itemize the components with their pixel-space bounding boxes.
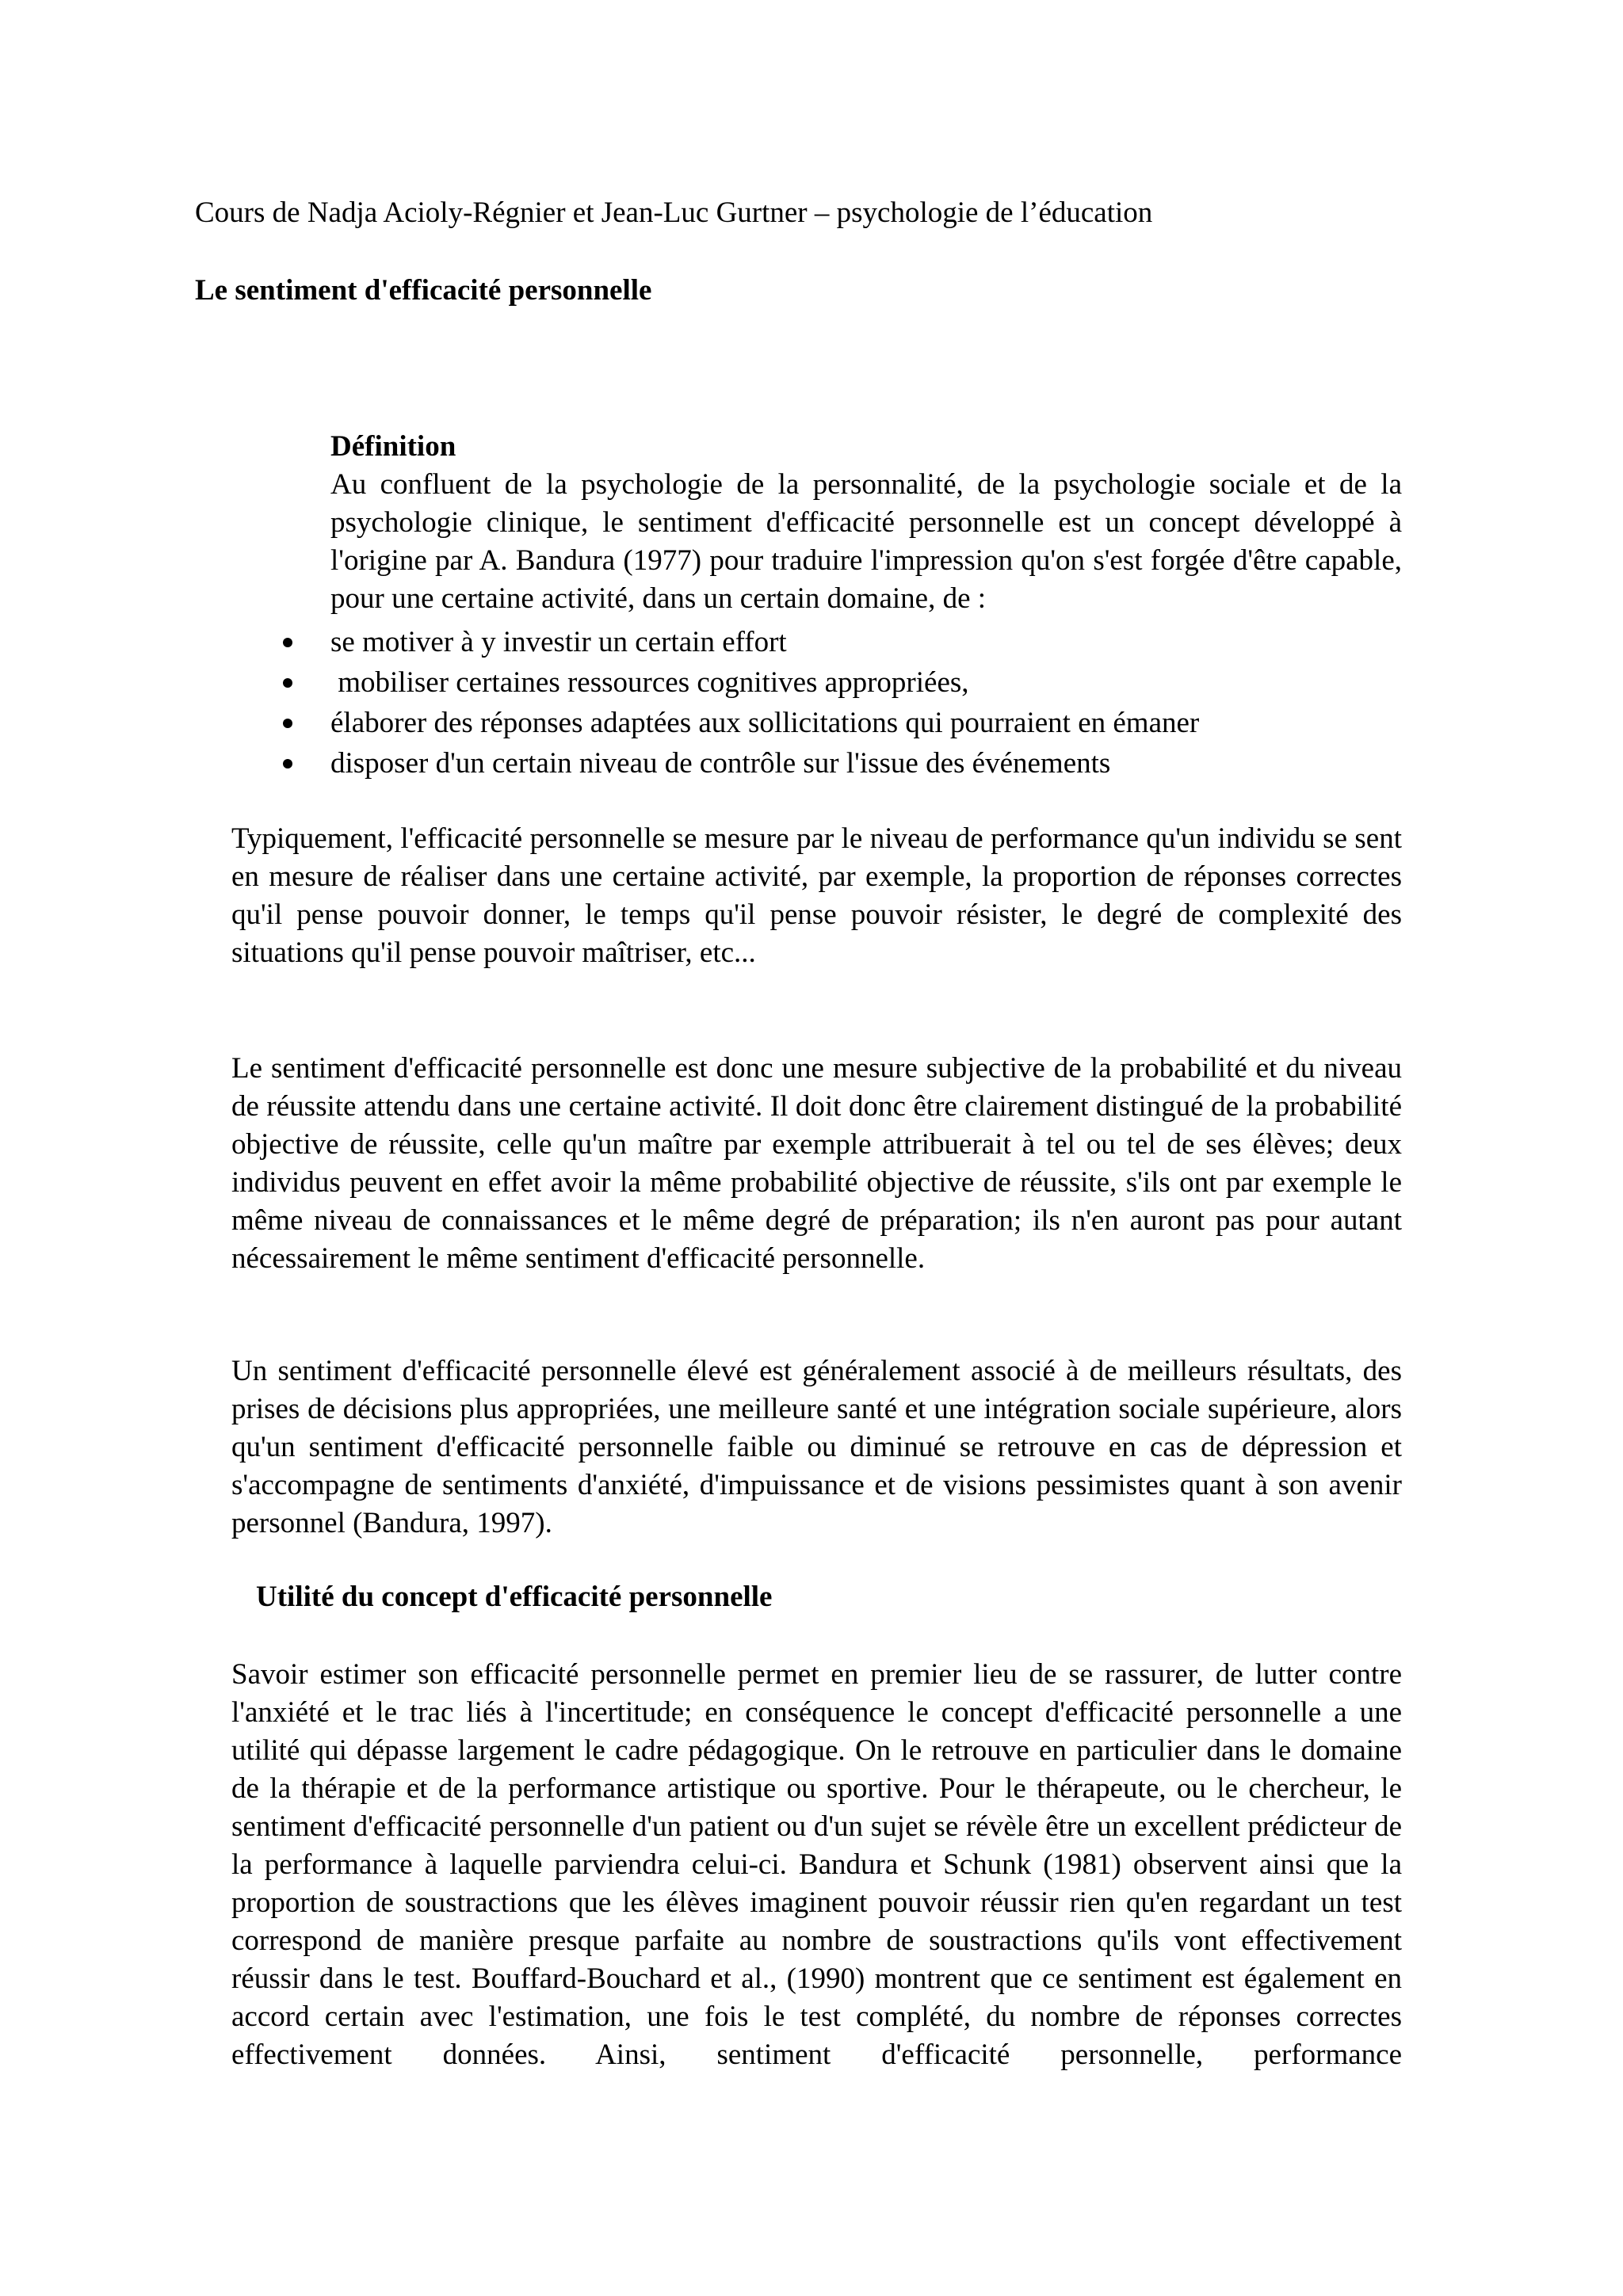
bullet-icon [283,759,292,769]
course-header: Cours de Nadja Acioly-Régnier et Jean-Luc Gurtner – psychologie de l’éducation [195,196,1153,229]
paragraph-utility: Savoir estimer son efficacité personnelle permet en premier lieu de se rassurer, de lutter contre l'anxiété et le trac liés à l'incertitude; en conséquence le concept d'efficacité personnelle a une utilité qui dépasse largement le cadre pédagogique. On le retrouve en particulier dans le domaine de la thérapie et de la performance artistique ou sportive. Pour le thérapeute, ou le chercheur, le sentiment d'efficacité personnelle d'un patient ou d'un sujet se révèle être un excellent prédicteur de la performance à laquelle parviendra celui-ci. Bandura et Schunk (1981) observent ainsi que la proportion de soustractions que les élèves imaginent pouvoir réussir rien qu'en regardant un test correspond de manière presque parfaite au nombre de soustractions qu'ils vont effectivement réussir dans le test. Bouffard-Bouchard et al., (1990) montrent que ce sentiment est également en accord certain avec l'estimation, une fois le test complété, du nombre de réponses correctes effectivement données. Ainsi, sentiment d'efficacité personnelle, performance [231,1658,1402,2071]
paragraph-measurement: Typiquement, l'efficacité personnelle se mesure par le niveau de performance qu'un individu se sent en mesure de réaliser dans une certaine activité, par exemple, la proportion de réponses correctes qu'il pense pouvoir donner, le temps qu'il pense pouvoir résister, le degré de complexité des situations qu'il pense pouvoir maîtriser, etc... [231,822,1402,969]
definition-heading: Définition [330,430,456,463]
bullet-text: élaborer des réponses adaptées aux sollicitations qui pourraient en émaner [330,707,1200,739]
bullet-item [273,662,1407,703]
paragraph-outcomes: Un sentiment d'efficacité personnelle élevé est généralement associé à de meilleurs résultats, des prises de décisions plus appropriées, une meilleure santé et une intégration sociale supérieure, alors qu'un sentiment d'efficacité personnelle faible ou diminué se retrouve en cas de dépression et s'accompagne de sentiments d'anxiété, d'impuissance et de visions pessimistes quant à son avenir personnel (Bandura, 1997). [231,1355,1402,1539]
bullet-item [273,703,1407,743]
bullet-text: disposer d'un certain niveau de contrôle sur l'issue des événements [330,747,1111,780]
definition-block [330,428,1402,618]
definition-text: Au confluent de la psychologie de la personnalité, de la psychologie sociale et de la psychologie clinique, le sentiment d'efficacité personnelle est un concept développé à l'origine par A. Bandura (1977) pour traduire l'impression qu'on s'est forgée d'être capable, pour une certaine activité, dans un certain domaine, de : [330,468,1402,615]
bullet-icon [283,678,292,688]
bullet-text: mobiliser certaines ressources cognitives appropriées, [330,666,969,699]
document-title: Le sentiment d'efficacité personnelle [195,274,652,307]
bullet-icon [283,638,292,647]
section-heading-utility: Utilité du concept d'efficacité personnelle [256,1581,773,1613]
paragraph-subjective-measure: Le sentiment d'efficacité personnelle est donc une mesure subjective de la probabilité et du niveau de réussite attendu dans une certaine activité. Il doit donc être clairement distingué de la probabilité objective de réussite, celle qu'un maître par exemple attribuerait à tel ou tel de ses élèves; deux individus peuvent en effet avoir la même probabilité objective de réussite, s'ils ont par exemple le même niveau de connaissances et le même degré de préparation; ils n'en auront pas pour autant nécessairement le même sentiment d'efficacité personnelle. [231,1052,1402,1275]
bullet-icon [283,719,292,728]
bullet-text: se motiver à y investir un certain effort [330,626,787,658]
bullet-item [273,622,1407,662]
bullet-item [273,743,1407,784]
definition-bullet-list [273,622,1407,784]
